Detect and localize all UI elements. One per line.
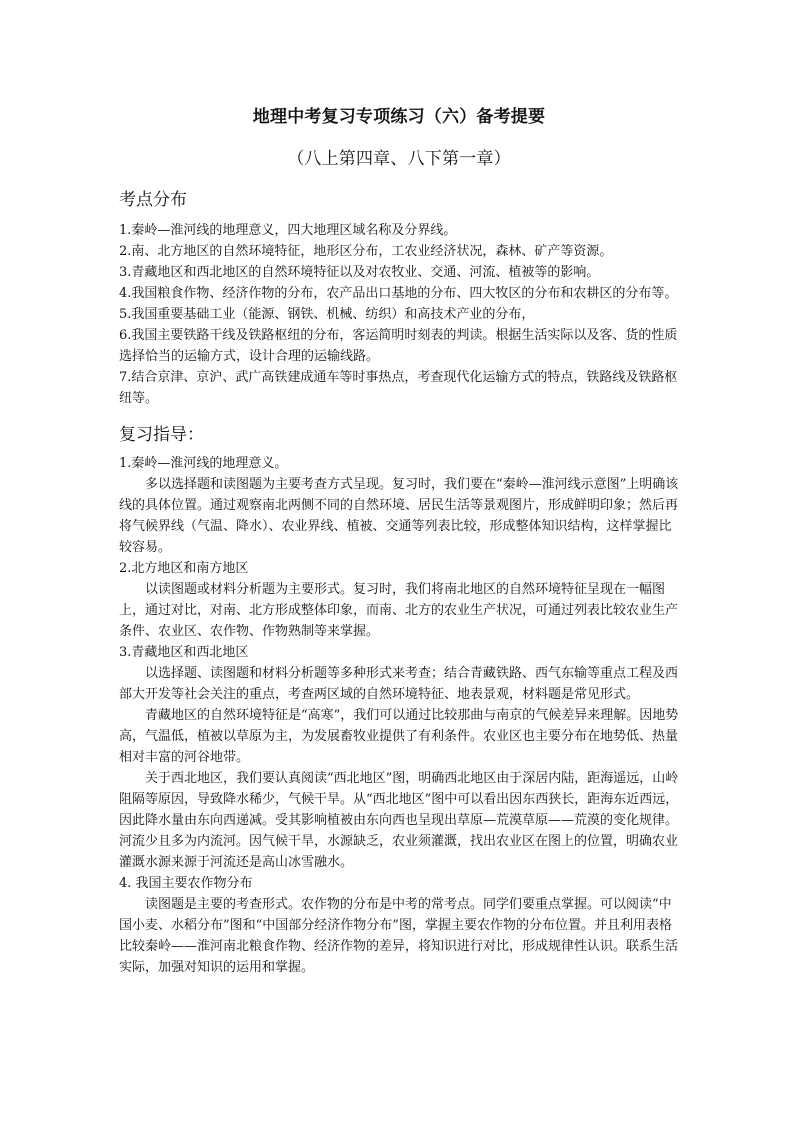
exam-point-item: 6.我国主要铁路干线及铁路枢纽的分布，客运简明时刻表的判读。根据生活实际以及客、货的性质选择恰当的运输方式，设计合理的运输线路。 bbox=[119, 328, 678, 364]
section-heading-review-guide: 复习指导： bbox=[119, 425, 204, 445]
guide-paragraph: 以读图题或材料分析题为主要形式。复习时，我们将南北地区的自然环境特征呈现在一幅图上，通过对比，对南、北方形成整体印象，而南、北方的农业生产状况，可通过列表比较农业生产条件、农业区、农作物、作物熟制等来掌握。 bbox=[119, 582, 679, 639]
guide-subheading: 4. 我国主要农作物分布 bbox=[119, 876, 253, 891]
section-heading-exam-points: 考点分布 bbox=[119, 190, 187, 210]
exam-point-item: 2.南、北方地区的自然环境特征，地形区分布，工农业经济状况，森林、矿产等资源。 bbox=[119, 244, 613, 259]
guide-paragraph: 青藏地区的自然环境特征是“高寒”，我们可以通过比较那曲与南京的气候差异来理解。因地势高，气温低，植被以草原为主，为发展畜牧业提供了有利条件。农业区也主要分布在地势低、热量相对丰富的河谷地带。 bbox=[119, 708, 679, 765]
guide-paragraph: 多以选择题和读图题为主要考查方式呈现。复习时，我们要在“秦岭—淮河线示意图”上明确该线的具体位置。通过观察南北两侧不同的自然环境、居民生活等景观图片，形成鲜明印象；然后再将气候界线（气温、降水）、农业界线、植被、交通等列表比较，形成整体知识结构，这样掌握比较容易。 bbox=[119, 477, 679, 555]
guide-subheading: 3.青藏地区和西北地区 bbox=[119, 645, 249, 660]
exam-point-item: 4.我国粮食作物、经济作物的分布，农产品出口基地的分布、四大牧区的分布和农耕区的分布等。 bbox=[119, 286, 678, 301]
guide-paragraph: 关于西北地区，我们要认真阅读“西北地区”图，明确西北地区由于深居内陆，距海遥远，山岭阻隔等原因，导致降水稀少，气候干旱。从“西北地区”图中可以看出因东西狭长，距海东近西远，因此降水量由东向西递减。受其影响植被由东向西也呈现出草原—荒漠草原——荒漠的变化规律。河流少且多为内流河。因气候干旱，水源缺乏，农业须灌溉，找出农业区在图上的位置，明确农业灌溉水源来源于河流还是高山冰雪融水。 bbox=[119, 771, 679, 870]
guide-paragraph: 读图题是主要的考查形式。农作物的分布是中考的常考点。同学们要重点掌握。可以阅读“中国小麦、水稻分布”图和“中国部分经济作物分布”图，掌握主要农作物的分布位置。并且利用表格比较秦岭——淮河南北粮食作物、经济作物的差异，将知识进行对比，形成规律性认识。联系生活实际，加强对知识的运用和掌握。 bbox=[119, 897, 679, 975]
guide-subheading: 1.秦岭—淮河线的地理意义。 bbox=[119, 456, 288, 471]
exam-point-item: 5.我国重要基础工业（能源、钢铁、机械、纺织）和高技术产业的分布， bbox=[119, 307, 535, 322]
document-subtitle: （八上第四章、八下第一章） bbox=[287, 149, 511, 169]
document-content bbox=[119, 104, 679, 978]
exam-point-item: 7.结合京津、京沪、武广高铁建成通车等时事热点，考查现代化运输方式的特点，铁路线及铁路枢纽等。 bbox=[119, 370, 678, 406]
guide-subheading: 2.北方地区和南方地区 bbox=[119, 561, 249, 576]
guide-paragraph: 以选择题、读图题和材料分析题等多种形式来考查；结合青藏铁路、西气东输等重点工程及西部大开发等社会关注的重点，考查两区域的自然环境特征、地表景观，材料题是常见形式。 bbox=[119, 666, 679, 702]
exam-point-item: 3.青藏地区和西北地区的自然环境特征以及对农牧业、交通、河流、植被等的影响。 bbox=[119, 265, 600, 280]
document-title: 地理中考复习专项练习（六）备考提要 bbox=[252, 107, 546, 127]
exam-point-item: 1.秦岭—淮河线的地理意义，四大地理区域名称及分界线。 bbox=[119, 223, 457, 238]
